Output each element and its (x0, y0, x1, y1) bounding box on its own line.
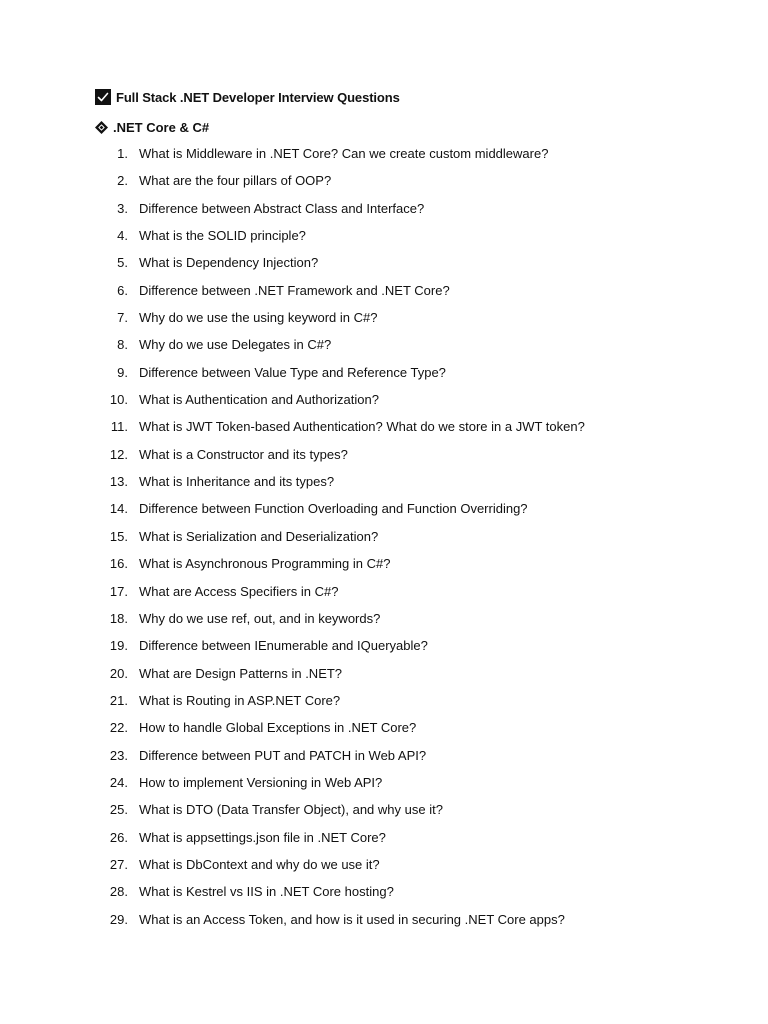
question-text: What is a Constructor and its types? (139, 446, 348, 462)
question-number: 4. (117, 228, 128, 244)
list-item (0, 610, 768, 637)
question-text: Difference between PUT and PATCH in Web API? (139, 747, 427, 763)
question-number: 12. (109, 446, 128, 462)
list-item (0, 555, 768, 582)
question-text: What are Design Patterns in .NET? (139, 665, 343, 681)
list-item (0, 801, 768, 828)
question-number: 2. (117, 173, 128, 189)
question-number: 1. (117, 146, 128, 161)
question-text: What is Routing in ASP.NET Core? (139, 692, 341, 708)
question-number: 15. (109, 528, 128, 544)
question-text: Difference between Function Overloading and Function Overriding? (139, 501, 528, 517)
question-text: What is an Access Token, and how is it used in securing .NET Core apps? (139, 911, 565, 927)
question-number: 18. (109, 610, 128, 626)
list-item (0, 829, 768, 856)
question-number: 21. (109, 692, 128, 708)
question-text: Why do we use the using keyword in C#? (139, 310, 378, 326)
document-title: Full Stack .NET Developer Interview Questions (116, 89, 400, 105)
question-number: 8. (117, 337, 128, 353)
list-item (0, 254, 768, 281)
list-item (0, 583, 768, 610)
question-number: 25. (109, 802, 128, 818)
list-item (0, 774, 768, 801)
list-item (0, 747, 768, 774)
list-item (0, 856, 768, 883)
list-item (0, 336, 768, 363)
question-number: 5. (117, 255, 128, 271)
list-item (0, 719, 768, 746)
question-text: What is Asynchronous Programming in C#? (139, 556, 391, 572)
list-item (0, 227, 768, 254)
question-text: Difference between IEnumerable and IQueryable? (139, 638, 428, 654)
question-text: What is DbContext and why do we use it? (139, 856, 380, 872)
list-item (0, 391, 768, 418)
question-number: 16. (109, 556, 128, 572)
question-number: 13. (109, 474, 128, 490)
question-text: What is Authentication and Authorization? (139, 392, 379, 408)
question-text: What are Access Specifiers in C#? (139, 583, 339, 599)
question-number: 24. (109, 774, 128, 790)
question-text: How to handle Global Exceptions in .NET Core? (139, 720, 417, 736)
list-item (0, 364, 768, 391)
question-number: 7. (117, 310, 128, 326)
diamond-icon (94, 120, 109, 135)
question-number: 9. (117, 364, 128, 380)
question-text: What is Inheritance and its types? (139, 474, 335, 490)
question-number: 3. (117, 200, 128, 216)
list-item (0, 282, 768, 309)
section-heading: .NET Core & C# (113, 119, 210, 135)
list-item (0, 309, 768, 336)
list-item (0, 692, 768, 719)
question-text: Difference between Abstract Class and Interface? (139, 200, 425, 216)
question-text: How to implement Versioning in Web API? (139, 774, 383, 790)
document-title-row (95, 88, 400, 106)
question-number: 20. (109, 665, 128, 681)
question-number: 11. (110, 419, 128, 435)
list-item (0, 473, 768, 500)
list-item (0, 665, 768, 692)
list-item (0, 883, 768, 910)
question-text: What is DTO (Data Transfer Object), and why use it? (139, 802, 443, 818)
question-text: Difference between Value Type and Reference Type? (139, 364, 446, 380)
question-text: What is the SOLID principle? (139, 228, 306, 244)
question-text: Difference between .NET Framework and .NET Core? (139, 282, 450, 298)
question-text: What is Dependency Injection? (139, 255, 319, 271)
question-text: What is Kestrel vs IIS in .NET Core hosting? (139, 884, 394, 900)
question-text: What are the four pillars of OOP? (139, 173, 332, 189)
question-text: What is Middleware in .NET Core? Can we create custom middleware? (139, 146, 549, 161)
check-mark-icon (95, 89, 111, 105)
list-item (0, 200, 768, 227)
question-number: 17. (109, 583, 128, 599)
question-number: 6. (117, 282, 128, 298)
question-number: 27. (109, 856, 128, 872)
list-item (0, 446, 768, 473)
question-number: 14. (109, 501, 128, 517)
section-heading-row (94, 118, 209, 136)
list-item (0, 528, 768, 555)
question-text: What is Serialization and Deserialization? (139, 528, 379, 544)
list-item (0, 637, 768, 664)
list-item (0, 145, 768, 172)
question-number: 28. (109, 884, 128, 900)
question-text: What is JWT Token-based Authentication? What do we store in a JWT token? (139, 419, 585, 435)
question-text: Why do we use Delegates in C#? (139, 337, 332, 353)
question-number: 23. (109, 747, 128, 763)
question-text: What is appsettings.json file in .NET Core? (139, 829, 386, 845)
list-item (0, 500, 768, 527)
question-list (0, 145, 768, 938)
list-item (0, 172, 768, 199)
question-number: 10. (109, 392, 128, 408)
question-number: 22. (109, 720, 128, 736)
question-number: 26. (109, 829, 128, 845)
question-text: Why do we use ref, out, and in keywords? (139, 610, 381, 626)
question-number: 29. (109, 911, 128, 927)
list-item (0, 418, 768, 445)
list-item (0, 911, 768, 938)
question-number: 19. (109, 638, 128, 654)
